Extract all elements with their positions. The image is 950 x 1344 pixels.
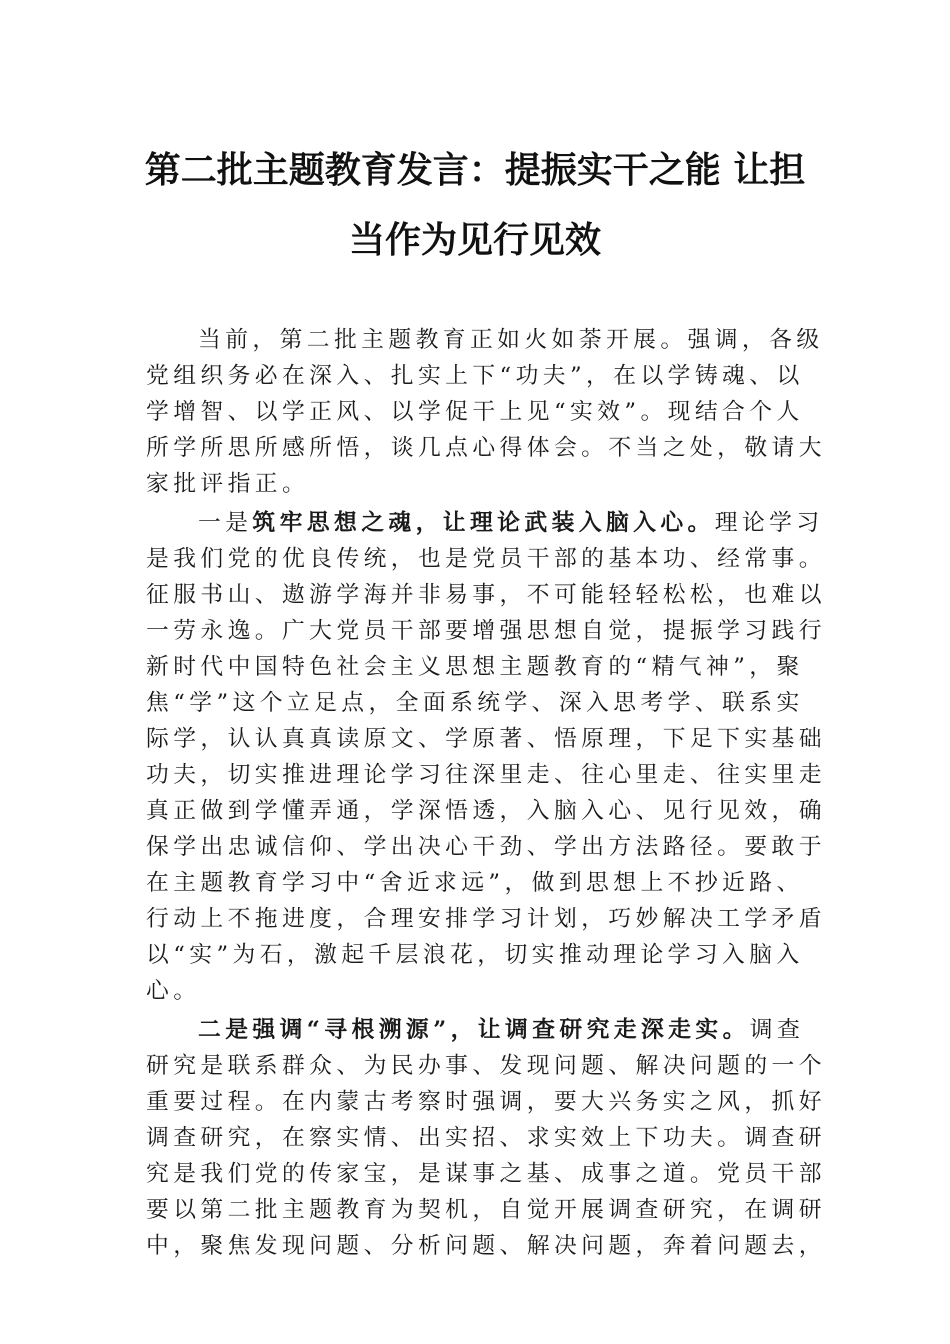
- point-heading: 筑牢思想之魂，让理论武装入脑入心。: [252, 510, 715, 536]
- text-run: 调查: [749, 1017, 805, 1043]
- text-line: 家批评指正。: [146, 471, 310, 497]
- title-line-1: 第二批主题教育发言：提振实干之能 让担: [144, 149, 806, 191]
- text-line: 是我们党的优良传统，也是党员干部的基本功、经常事。: [146, 546, 826, 572]
- text-line: 一劳永逸。广大党员干部要增强思想自觉，提振学习践行: [146, 618, 826, 644]
- text-line: 行动上不拖进度，合理安排学习计划，巧妙解决工学矛盾: [146, 906, 826, 932]
- text-line: 学增智、以学正风、以学促干上见“实效”。现结合个人: [146, 399, 804, 425]
- text-line: 际学，认认真真读原文、学原著、悟原理，下足下实基础: [146, 726, 826, 752]
- text-line: 中，聚焦发现问题、分析问题、解决问题，奔着问题去，: [146, 1233, 826, 1259]
- text-line: 以“实”为石，激起千层浪花，切实推动理论学习入脑入: [146, 942, 804, 968]
- text-line: 焦“学”这个立足点，全面系统学、深入思考学、联系实: [146, 690, 804, 716]
- text-line: 究是我们党的传家宝，是谋事之基、成事之道。党员干部: [146, 1161, 826, 1187]
- text-line: 所学所思所感所悟，谈几点心得体会。不当之处，敬请大: [146, 435, 826, 461]
- point-prefix: 一是: [198, 510, 253, 536]
- document-title: [100, 135, 850, 275]
- title-line-2: 当作为见行见效: [348, 219, 601, 261]
- text-line: 真正做到学懂弄通，学深悟透，入脑入心、见行见效，确: [146, 798, 826, 824]
- text-line: 党组织务必在深入、扎实上下“功夫”，在以学铸魂、以: [146, 363, 804, 389]
- paragraph-point-two: [146, 1012, 826, 1264]
- point-heading: 二是强调“寻根溯源”，让调查研究走深走实。: [198, 1017, 750, 1043]
- document-body: [146, 322, 826, 1267]
- text-line: 保学出忠诚信仰、学出决心干劲、学出方法路径。要敢于: [146, 834, 826, 860]
- text-line: 征服书山、遨游学海并非易事，不可能轻轻松松，也难以: [146, 582, 826, 608]
- text-line: [146, 1012, 806, 1048]
- text-line: 调查研究，在察实情、出实招、求实效上下功夫。调查研: [146, 1125, 826, 1151]
- text-line: 重要过程。在内蒙古考察时强调，要大兴务实之风，抓好: [146, 1089, 826, 1115]
- text-run: 理论学习: [714, 510, 824, 536]
- paragraph-intro: [146, 322, 826, 502]
- text-line: 新时代中国特色社会主义思想主题教育的“精气神”，聚: [146, 654, 804, 680]
- text-line: 研究是联系群众、为民办事、发现问题、解决问题的一个: [146, 1053, 826, 1079]
- text-line: 当前，第二批主题教育正如火如荼开展。强调，各级: [198, 327, 824, 353]
- text-line: 心。: [146, 978, 201, 1004]
- text-line: 要以第二批主题教育为契机，自觉开展调查研究，在调研: [146, 1197, 826, 1223]
- text-line: 在主题教育学习中“舍近求远”，做到思想上不抄近路、: [146, 870, 804, 896]
- paragraph-point-one: [146, 505, 826, 1009]
- text-line: [146, 505, 824, 541]
- text-line: 功夫，切实推进理论学习往深里走、往心里走、往实里走: [146, 762, 826, 788]
